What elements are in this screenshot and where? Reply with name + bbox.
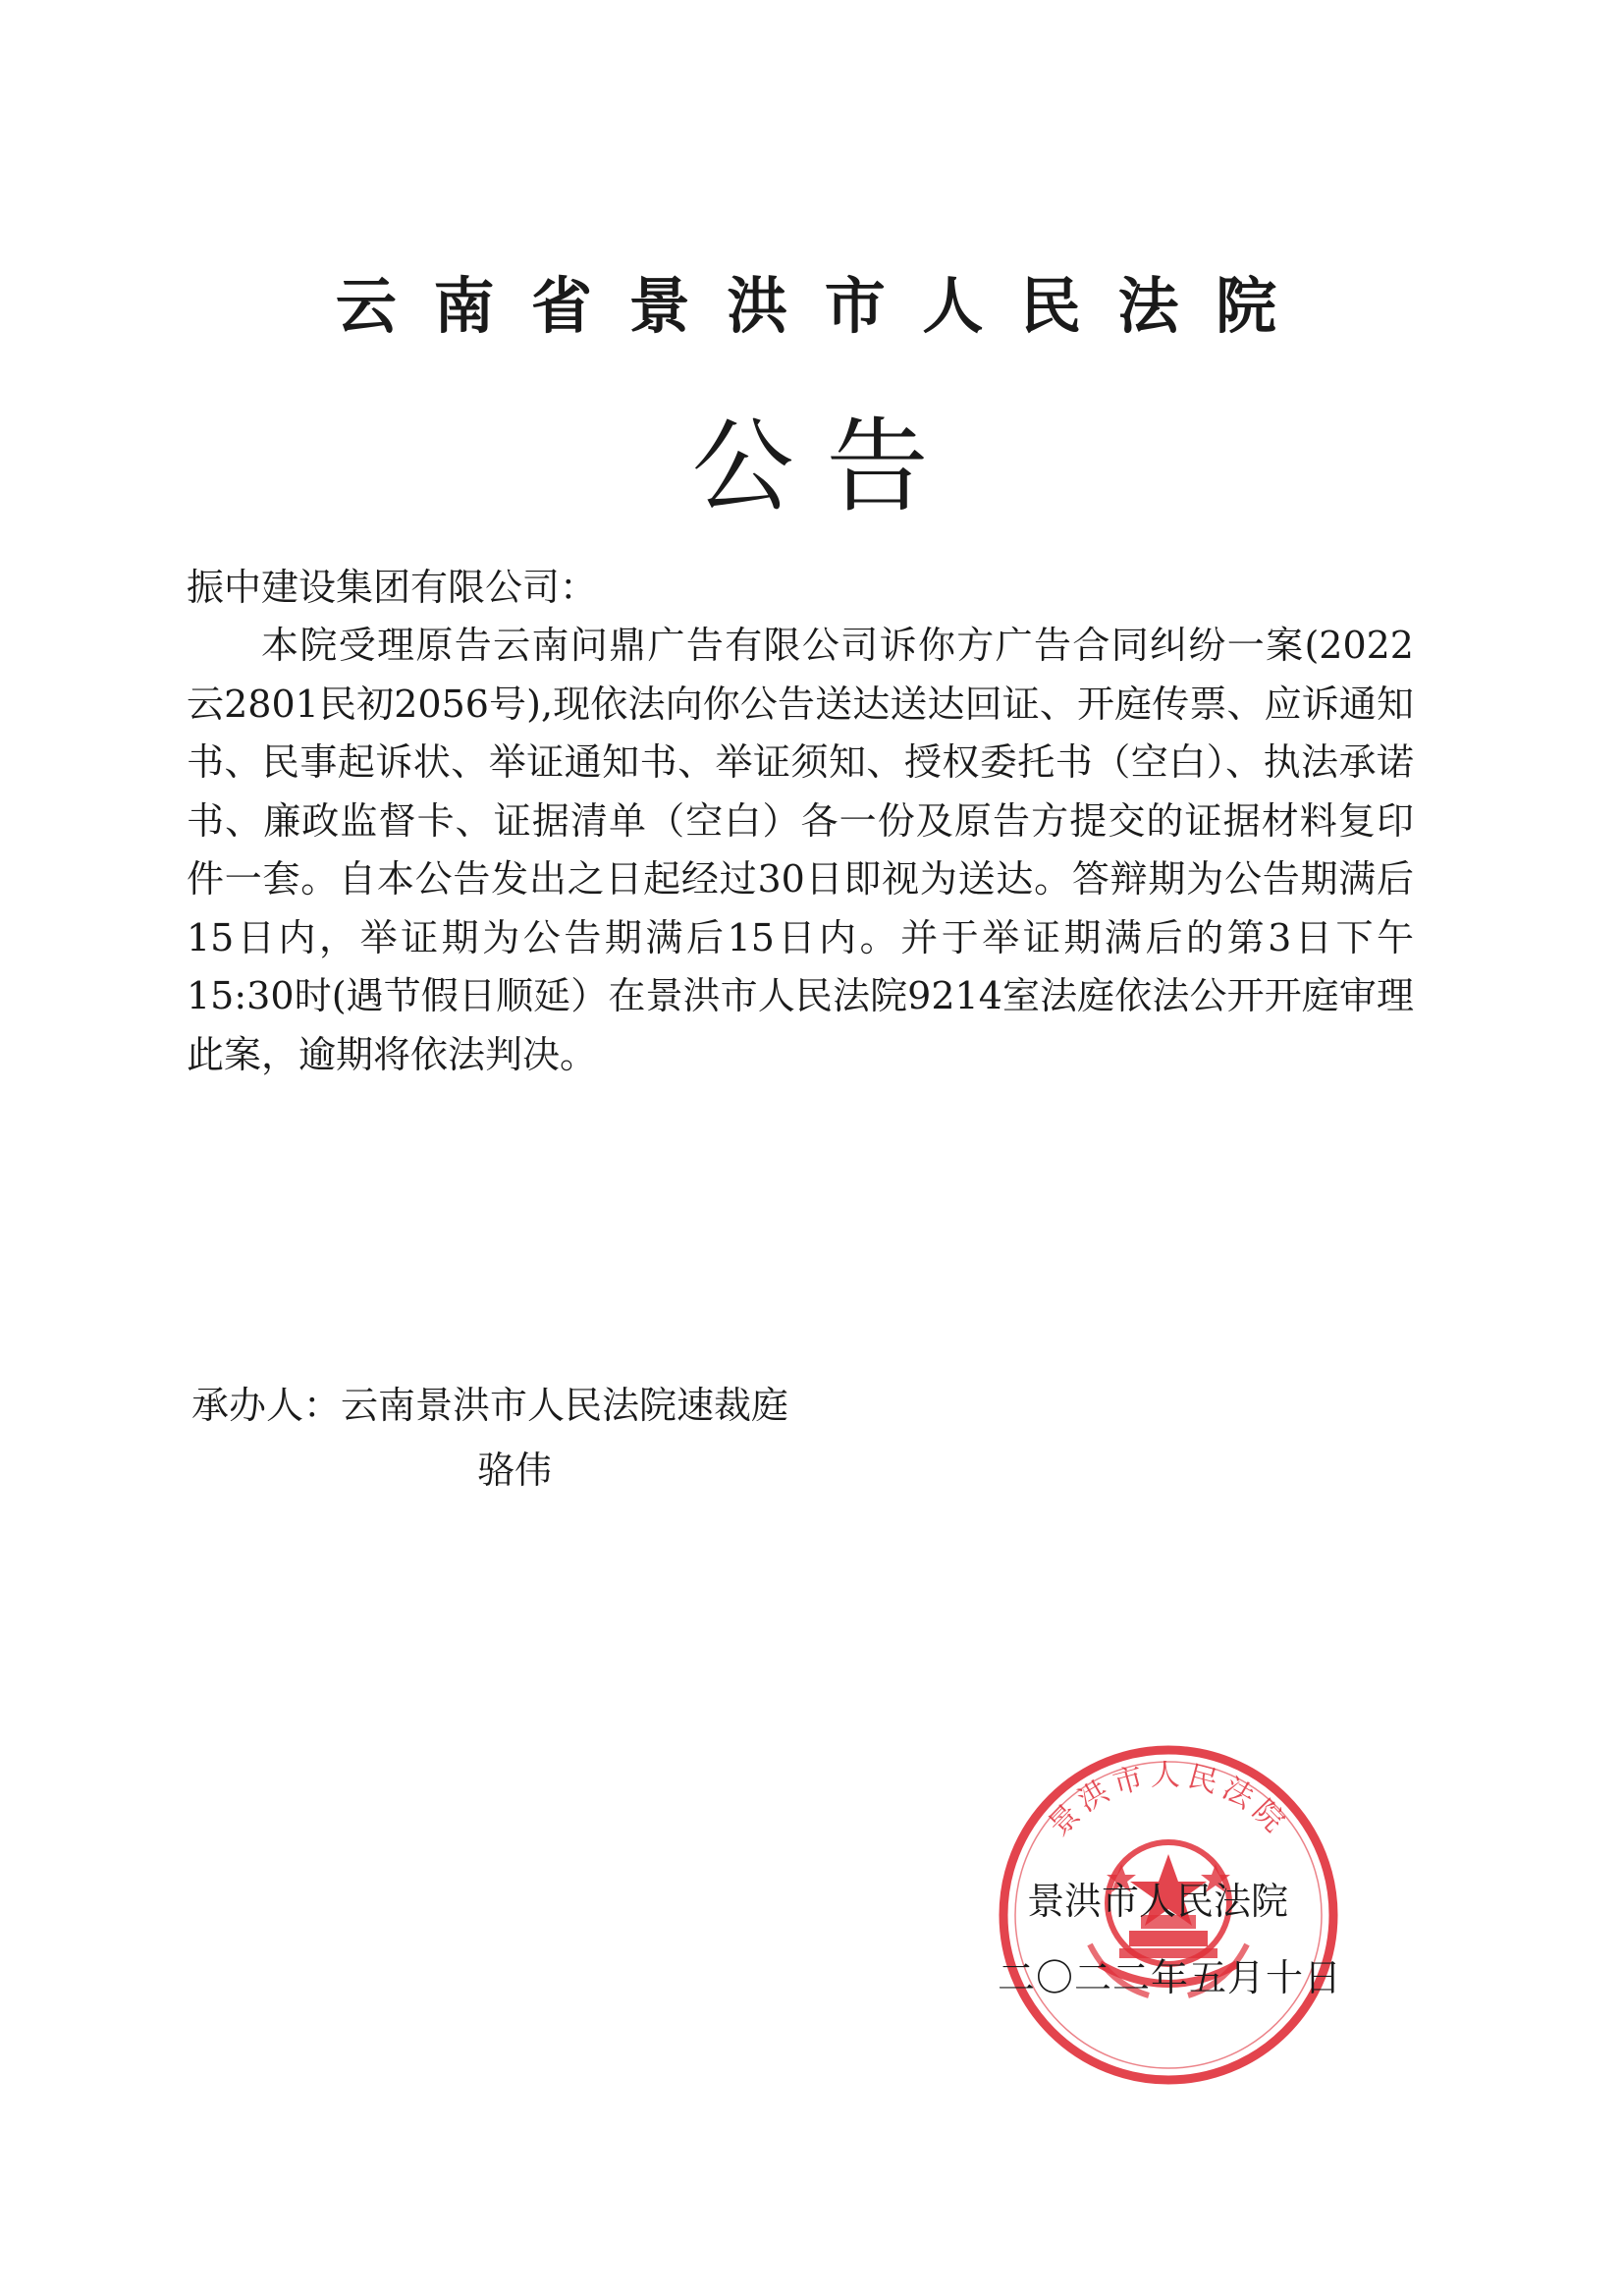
handler-line: 承办人：云南景洪市人民法院速裁庭	[191, 1384, 789, 1427]
issuing-court: 景洪市人民法院	[1027, 1880, 1289, 1923]
notice-paragraph: 本院受理原告云南问鼎广告有限公司诉你方广告合同纠纷一案(2022云2801民初2056号),现依法向你公告送达送达回证、开庭传票、应诉通知书、民事起诉状、举证通知书、举证须知、授权委托书（空白）、执法承诺书、廉政监督卡、证据清单（空白）各一份及原告方提交的证据材料复印件一套。自本公告发出之日起经过30日即视为送达。答辩期为公告期满后15日内，举证期为公告期满后15日内。并于举证期满后的第3日下午15:30时(遇节假日顺延）在景洪市人民法院9214室法庭依法公开开庭审理此案，逾期将依法判决。	[187, 624, 1414, 1076]
addressee: 振中建设集团有限公司：	[187, 566, 598, 609]
handler-name: 骆伟	[477, 1449, 553, 1492]
issue-date: 二〇二二年五月十日	[998, 1956, 1343, 1999]
notice-body	[187, 617, 1414, 1084]
court-name-heading: 云 南 省 景 洪 市 人 民 法 院	[335, 270, 1285, 342]
notice-title: 公 告	[691, 407, 929, 526]
svg-text:景洪市人民法院: 景洪市人民法院	[1042, 1758, 1295, 1843]
